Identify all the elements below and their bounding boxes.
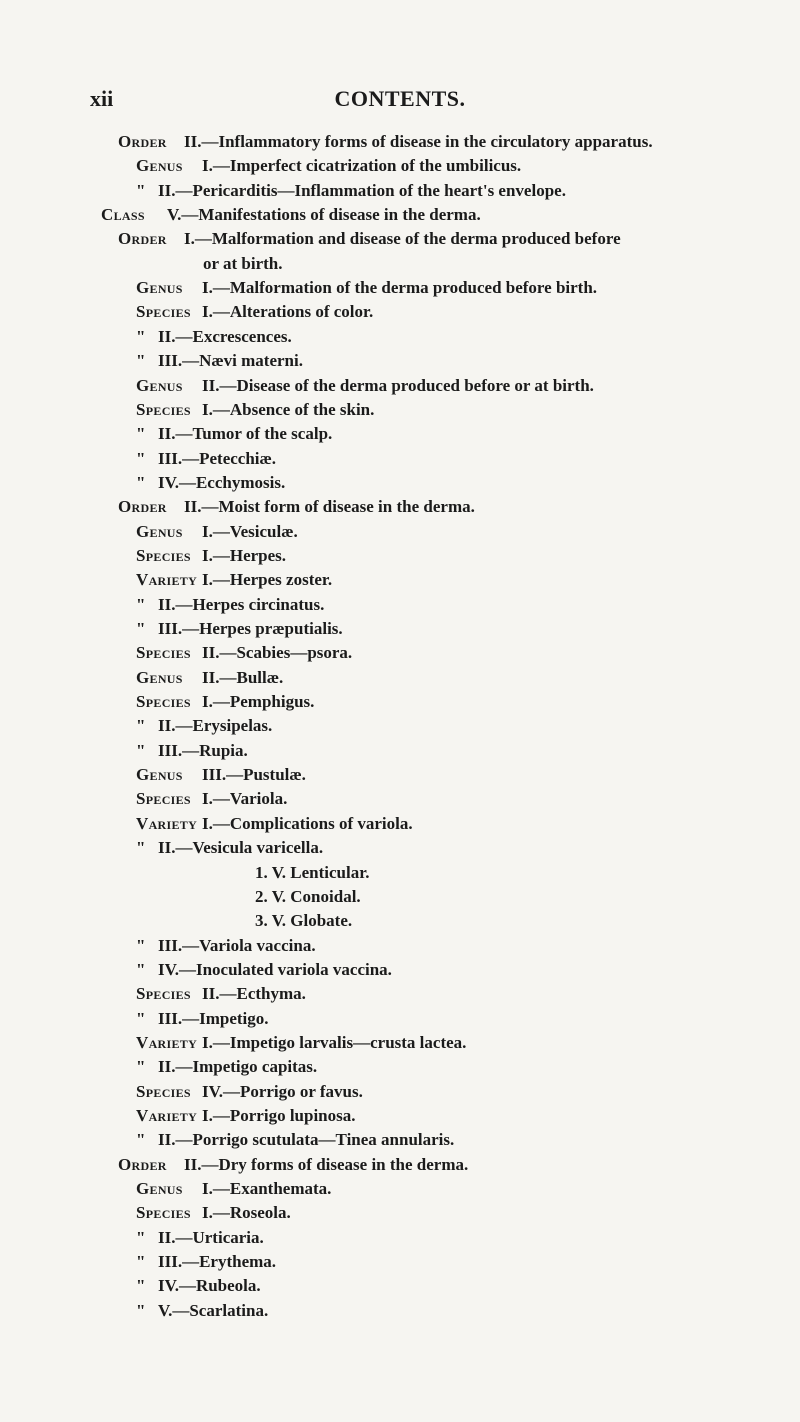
contents-entry-text: IV.—Ecchymosis.: [158, 472, 286, 492]
contents-line: [136, 593, 324, 617]
section-label: Variety: [136, 570, 198, 590]
contents-line: [136, 763, 306, 787]
contents-line: [136, 666, 283, 690]
contents-line: [136, 1031, 466, 1055]
section-label: Species: [136, 643, 191, 663]
contents-entry-text: I.—Herpes zoster.: [202, 570, 333, 590]
contents-line: [136, 1226, 264, 1250]
contents-entry-text: III.—Herpes præputialis.: [158, 619, 343, 638]
contents-entry-text: III.—Variola vaccina.: [158, 935, 316, 955]
contents-line: [136, 349, 303, 373]
contents-line: [136, 812, 413, 836]
section-label: Genus: [136, 1179, 183, 1199]
contents-entry-text: II.—Tumor of the scalp.: [158, 424, 333, 444]
contents-line: [136, 1104, 356, 1128]
section-label: Species: [136, 692, 191, 712]
page-title: CONTENTS.: [334, 86, 466, 111]
section-label: Genus: [136, 156, 183, 176]
section-label: Species: [136, 302, 191, 322]
section-label: Order: [118, 497, 167, 517]
contents-entry-text: I.—Porrigo lupinosa.: [202, 1106, 356, 1125]
contents-line: [136, 641, 352, 665]
contents-entry-text: I.—Variola.: [202, 789, 288, 809]
ditto-mark: ": [136, 180, 146, 200]
contents-entry-text: I.—Complications of variola.: [202, 813, 413, 833]
contents-line: [136, 739, 248, 763]
contents-entry-text: I.—Vesiculæ.: [202, 521, 298, 541]
contents-line: [136, 958, 392, 982]
contents-entry-text: II.—Impetigo capitas.: [158, 1057, 318, 1077]
contents-line: [118, 495, 475, 519]
ditto-mark: ": [136, 1252, 146, 1272]
contents-line: [136, 617, 343, 641]
section-label: Species: [136, 545, 191, 565]
contents-entry-text: I.—Exanthemata.: [202, 1179, 332, 1199]
contents-line: [136, 1250, 276, 1274]
ditto-mark: ": [136, 1008, 146, 1028]
ditto-mark: ": [136, 1130, 146, 1150]
contents-entry-text: II.—Porrigo scutulata—Tinea annularis.: [158, 1130, 455, 1150]
ditto-mark: ": [136, 959, 146, 979]
ditto-mark: ": [136, 594, 146, 614]
section-label: Variety: [136, 1106, 198, 1125]
section-label: Class: [101, 205, 145, 225]
contents-line: [136, 1007, 269, 1031]
contents-entry-text: III.—Petecchiæ.: [158, 448, 277, 468]
contents-line: [136, 1128, 454, 1152]
contents-entry-text: II.—Erysipelas.: [158, 716, 273, 736]
contents-entry-text: I.—Absence of the skin.: [202, 399, 375, 419]
contents-entry-text: I.—Herpes.: [202, 545, 287, 565]
page-header: [0, 86, 800, 116]
contents-line: [136, 787, 287, 811]
contents-entry-text: III.—Impetigo.: [158, 1008, 269, 1028]
ditto-mark: ": [136, 448, 146, 468]
contents-entry-text: IV.—Porrigo or favus.: [202, 1081, 363, 1101]
contents-entry-text: II.—Excrescences.: [158, 326, 292, 346]
contents-line: [136, 544, 286, 568]
section-label: Order: [118, 132, 167, 151]
contents-entry-text: V.—Scarlatina.: [158, 1300, 269, 1320]
ditto-mark: ": [136, 1276, 146, 1296]
contents-line: [136, 836, 323, 860]
section-label: Variety: [136, 813, 198, 833]
section-label: Order: [118, 229, 167, 249]
contents-entry-text: II.—Scabies—psora.: [202, 643, 353, 663]
page-number: xii: [90, 86, 114, 111]
contents-line: [136, 714, 272, 738]
contents-entry-text: II.—Dry forms of disease in the derma.: [184, 1154, 469, 1174]
contents-entry-text: V.—Manifestations of disease in the derma.: [167, 205, 481, 225]
contents-line: [136, 1080, 363, 1104]
contents-line: [136, 154, 521, 178]
contents-line: [136, 1274, 261, 1298]
section-label: Species: [136, 984, 191, 1004]
contents-entry-text: I.—Alterations of color.: [202, 302, 374, 322]
contents-entry-text: 1. V. Lenticular.: [255, 862, 370, 882]
contents-line: [136, 1201, 291, 1225]
contents-entry-text: II.—Moist form of disease in the derma.: [184, 497, 475, 517]
contents-line: [136, 1299, 268, 1323]
section-label: Species: [136, 1081, 191, 1101]
contents-entry-text: III.—Erythema.: [158, 1252, 277, 1272]
contents-line: [255, 909, 352, 933]
contents-entry-text: IV.—Inoculated variola vaccina.: [158, 959, 392, 979]
contents-line: [255, 885, 361, 909]
contents-entry-text: I.—Malformation of the derma produced before birth.: [202, 278, 598, 298]
section-label: Genus: [136, 278, 183, 298]
ditto-mark: ": [136, 935, 146, 955]
contents-entry-text: II.—Vesicula varicella.: [158, 838, 324, 858]
section-label: Species: [136, 399, 191, 419]
ditto-mark: ": [136, 326, 146, 346]
contents-entry-text: III.—Pustulæ.: [202, 765, 306, 785]
contents-entry-text: II.—Ecthyma.: [202, 984, 306, 1004]
contents-line: [136, 471, 285, 495]
ditto-mark: ": [136, 716, 146, 736]
contents-line: [136, 179, 566, 203]
contents-line: [118, 130, 653, 154]
ditto-mark: ": [136, 740, 146, 760]
contents-entry-text: I.—Malformation and disease of the derma produced before: [184, 229, 621, 249]
contents-line: [136, 374, 594, 398]
ditto-mark: ": [136, 1300, 146, 1320]
section-label: Order: [118, 1154, 167, 1174]
ditto-mark: ": [136, 424, 146, 444]
contents-entry-text: II.—Urticaria.: [158, 1227, 264, 1247]
ditto-mark: ": [136, 351, 146, 371]
contents-entry-text: II.—Disease of the derma produced before or at birth.: [202, 375, 594, 395]
contents-line: [136, 447, 276, 471]
contents-entry-text: or at birth.: [203, 253, 283, 273]
contents-entry-text: II.—Bullæ.: [202, 667, 284, 687]
contents-line: [136, 1055, 317, 1079]
section-label: Variety: [136, 1032, 198, 1052]
contents-entry-text: III.—Nævi materni.: [158, 351, 303, 371]
contents-entry-text: I.—Imperfect cicatrization of the umbilicus.: [202, 156, 522, 176]
contents-entry-text: II.—Herpes circinatus.: [158, 594, 325, 614]
contents-line: [136, 325, 292, 349]
ditto-mark: ": [136, 838, 146, 858]
contents-line: [255, 861, 369, 885]
contents-entry-text: I.—Pemphigus.: [202, 692, 315, 712]
section-label: Species: [136, 789, 191, 809]
contents-line: [118, 1153, 468, 1177]
ditto-mark: ": [136, 619, 146, 638]
contents-entry-text: I.—Impetigo larvalis—crusta lactea.: [202, 1032, 467, 1052]
section-label: Species: [136, 1203, 191, 1223]
contents-entry-text: 3. V. Globate.: [255, 911, 353, 931]
ditto-mark: ": [136, 1057, 146, 1077]
section-label: Genus: [136, 765, 183, 785]
contents-line: [136, 520, 298, 544]
contents-entry-text: II.—Pericarditis—Inflammation of the heart's envelope.: [158, 180, 566, 200]
contents-entry-text: II.—Inflammatory forms of disease in the circulatory apparatus.: [184, 132, 653, 151]
section-label: Genus: [136, 521, 183, 541]
contents-line: [136, 398, 374, 422]
contents-line: [101, 203, 481, 227]
contents-line: [136, 690, 314, 714]
section-label: Genus: [136, 667, 183, 687]
ditto-mark: ": [136, 1227, 146, 1247]
contents-line: [136, 982, 306, 1006]
contents-line: [136, 276, 597, 300]
ditto-mark: ": [136, 472, 146, 492]
contents-entry-text: IV.—Rubeola.: [158, 1276, 261, 1296]
contents-line: [118, 227, 621, 251]
contents-line: [136, 300, 373, 324]
contents-line: [136, 1177, 331, 1201]
contents-line: [136, 934, 316, 958]
section-label: Genus: [136, 375, 183, 395]
contents-entry-text: I.—Roseola.: [202, 1203, 291, 1223]
contents-entry-text: III.—Rupia.: [158, 740, 248, 760]
contents-line: [203, 252, 283, 276]
contents-line: [136, 568, 332, 592]
contents-line: [136, 422, 332, 446]
contents-entry-text: 2. V. Conoidal.: [255, 886, 361, 906]
